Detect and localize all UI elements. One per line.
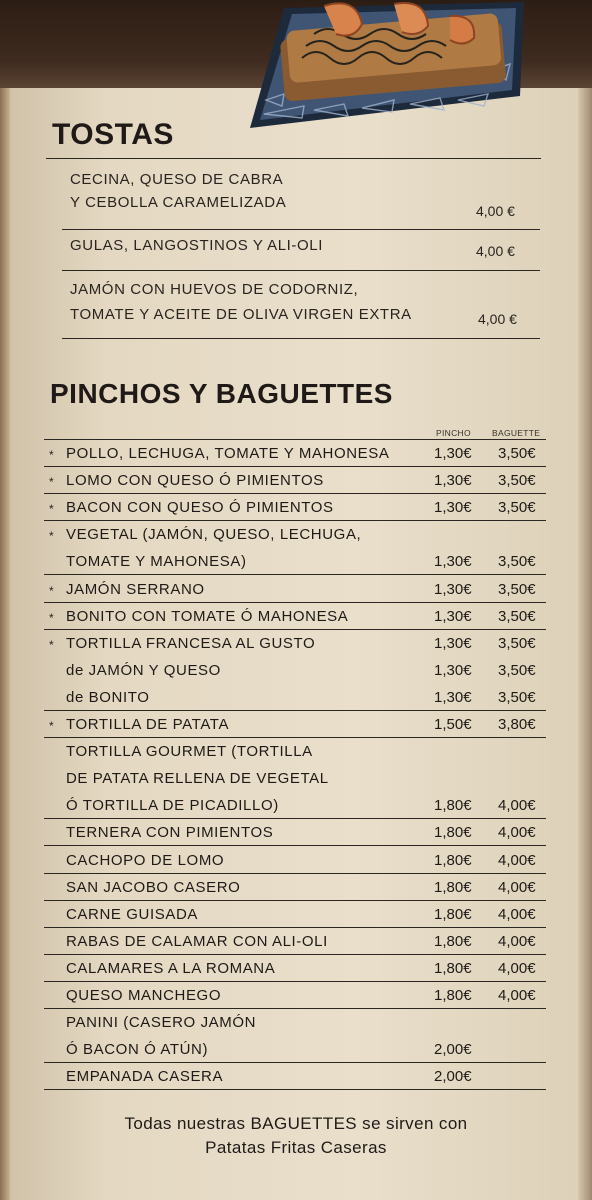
row-pincho-price: 1,30€ xyxy=(434,553,472,571)
menu-row xyxy=(0,1010,592,1036)
tostas-item-line: GULAS, LANGOSTINOS Y ALI-OLI xyxy=(70,237,323,254)
row-divider xyxy=(44,818,546,819)
menu-row xyxy=(0,468,592,494)
row-divider xyxy=(44,1089,546,1090)
row-baguette-price: 4,00€ xyxy=(498,932,536,950)
row-item-name: TOMATE Y MAHONESA) xyxy=(66,553,247,571)
row-baguette-price: 4,00€ xyxy=(498,959,536,977)
tostas-title-rule xyxy=(46,158,541,159)
menu-row xyxy=(0,739,592,765)
row-item-name: Ó BACON Ó ATÚN) xyxy=(66,1041,209,1059)
row-baguette-price: 3,50€ xyxy=(498,661,536,679)
row-divider xyxy=(44,900,546,901)
row-star-marker: * xyxy=(49,719,54,733)
row-divider xyxy=(44,927,546,928)
row-item-name: CARNE GUISADA xyxy=(66,905,198,923)
row-divider xyxy=(44,737,546,738)
row-pincho-price: 1,30€ xyxy=(434,445,472,462)
menu-row xyxy=(0,820,592,846)
row-item-name: de BONITO xyxy=(66,688,150,706)
row-pincho-price: 1,80€ xyxy=(434,959,472,977)
row-item-name: BACON CON QUESO Ó PIMIENTOS xyxy=(66,499,334,517)
menu-row xyxy=(0,956,592,982)
footer-line: Patatas Fritas Caseras xyxy=(205,1138,387,1157)
row-star-marker: * xyxy=(49,448,54,462)
menu-row xyxy=(0,1064,592,1090)
row-pincho-price: 1,80€ xyxy=(434,987,472,1004)
menu-row xyxy=(0,983,592,1009)
menu-row xyxy=(0,875,592,901)
row-pincho-price: 2,00€ xyxy=(434,1041,472,1059)
row-baguette-price: 4,00€ xyxy=(498,987,536,1004)
row-pincho-price: 1,80€ xyxy=(434,932,472,950)
row-divider xyxy=(44,981,546,982)
row-divider xyxy=(44,954,546,955)
row-divider xyxy=(44,845,546,846)
menu-row xyxy=(0,658,592,684)
tostas-item-price: 4,00 € xyxy=(478,311,517,327)
tostas-item-price: 4,00 € xyxy=(476,243,515,259)
tostas-item-rule xyxy=(62,229,540,230)
tostas-item-rule xyxy=(62,338,540,339)
pinchos-title: PINCHOS Y BAGUETTES xyxy=(50,378,393,409)
row-baguette-price: 3,50€ xyxy=(498,688,536,706)
tostas-item-price: 4,00 € xyxy=(476,203,515,219)
row-pincho-price: 1,30€ xyxy=(434,580,472,598)
row-item-name: BONITO CON TOMATE Ó MAHONESA xyxy=(66,607,349,625)
row-star-marker: * xyxy=(49,475,54,490)
row-pincho-price: 1,30€ xyxy=(434,634,472,652)
row-star-marker: * xyxy=(49,583,54,598)
row-item-name: QUESO MANCHEGO xyxy=(66,987,222,1004)
row-item-name: EMPANADA CASERA xyxy=(66,1068,224,1086)
row-star-marker: * xyxy=(49,502,54,517)
row-pincho-price: 1,80€ xyxy=(434,797,472,815)
menu-row xyxy=(0,848,592,874)
row-baguette-price: 3,80€ xyxy=(498,716,536,733)
menu-row xyxy=(0,902,592,928)
row-pincho-price: 1,30€ xyxy=(434,688,472,706)
menu-row xyxy=(0,441,592,467)
toast-dish-photo xyxy=(244,0,544,130)
row-item-name: RABAS DE CALAMAR CON ALI-OLI xyxy=(66,932,328,950)
row-divider xyxy=(44,1008,546,1009)
row-item-name: JAMÓN SERRANO xyxy=(66,580,205,598)
row-item-name: TORTILLA GOURMET (TORTILLA xyxy=(66,743,313,761)
row-divider xyxy=(44,873,546,874)
footer-line: Todas nuestras BAGUETTES se sirven con xyxy=(124,1114,468,1133)
row-baguette-price: 3,50€ xyxy=(498,580,536,598)
tostas-item-line: Y CEBOLLA CARAMELIZADA xyxy=(70,194,287,211)
row-divider xyxy=(44,602,546,603)
tostas-title: TOSTAS xyxy=(52,118,174,151)
menu-row xyxy=(0,685,592,711)
tostas-item-line: CECINA, QUESO DE CABRA xyxy=(70,171,284,188)
menu-row xyxy=(0,549,592,575)
row-baguette-price: 4,00€ xyxy=(498,878,536,896)
row-pincho-price: 1,50€ xyxy=(434,716,472,733)
row-baguette-price: 4,00€ xyxy=(498,824,536,842)
row-item-name: TERNERA CON PIMIENTOS xyxy=(66,824,274,842)
menu-row xyxy=(0,766,592,792)
row-item-name: LOMO CON QUESO Ó PIMIENTOS xyxy=(66,472,324,490)
row-item-name: de JAMÓN Y QUESO xyxy=(66,661,221,679)
row-pincho-price: 1,80€ xyxy=(434,878,472,896)
row-divider xyxy=(44,1062,546,1063)
row-pincho-price: 1,30€ xyxy=(434,661,472,679)
tostas-item-rule xyxy=(62,270,540,271)
row-divider xyxy=(44,574,546,575)
row-baguette-price: 4,00€ xyxy=(498,797,536,815)
row-item-name: TORTILLA FRANCESA AL GUSTO xyxy=(66,634,316,652)
tostas-item-line: JAMÓN CON HUEVOS DE CODORNIZ, xyxy=(70,281,359,298)
row-star-marker: * xyxy=(49,529,54,544)
row-baguette-price: 3,50€ xyxy=(498,607,536,625)
menu-row xyxy=(0,522,592,548)
row-baguette-price: 4,00€ xyxy=(498,851,536,869)
row-item-name: TORTILLA DE PATATA xyxy=(66,716,230,733)
row-divider xyxy=(44,629,546,630)
row-baguette-price: 3,50€ xyxy=(498,445,536,462)
row-baguette-price: 3,50€ xyxy=(498,499,536,517)
menu-row xyxy=(0,1037,592,1063)
row-item-name: SAN JACOBO CASERO xyxy=(66,878,241,896)
row-baguette-price: 3,50€ xyxy=(498,472,536,490)
pinchos-header-rule xyxy=(44,439,546,440)
row-pincho-price: 1,30€ xyxy=(434,472,472,490)
row-baguette-price: 4,00€ xyxy=(498,905,536,923)
row-divider xyxy=(44,466,546,467)
row-item-name: CACHOPO DE LOMO xyxy=(66,851,225,869)
row-item-name: VEGETAL (JAMÓN, QUESO, LECHUGA, xyxy=(66,526,362,544)
baguette-column-header: BAGUETTE xyxy=(492,428,541,438)
row-star-marker: * xyxy=(49,637,54,652)
row-item-name: POLLO, LECHUGA, TOMATE Y MAHONESA xyxy=(66,445,390,462)
menu-row xyxy=(0,577,592,603)
row-item-name: Ó TORTILLA DE PICADILLO) xyxy=(66,797,279,815)
footer-note xyxy=(0,1112,592,1160)
row-item-name: CALAMARES A LA ROMANA xyxy=(66,959,276,977)
row-item-name: DE PATATA RELLENA DE VEGETAL xyxy=(66,770,329,788)
menu-row xyxy=(0,495,592,521)
row-pincho-price: 2,00€ xyxy=(434,1068,472,1086)
row-pincho-price: 1,80€ xyxy=(434,851,472,869)
pincho-column-header: PINCHO xyxy=(436,428,471,438)
menu-row xyxy=(0,929,592,955)
row-divider xyxy=(44,493,546,494)
menu-row xyxy=(0,604,592,630)
menu-row xyxy=(0,793,592,819)
row-item-name: PANINI (CASERO JAMÓN xyxy=(66,1014,257,1032)
row-pincho-price: 1,30€ xyxy=(434,607,472,625)
row-baguette-price: 3,50€ xyxy=(498,553,536,571)
menu-row xyxy=(0,631,592,657)
row-pincho-price: 1,30€ xyxy=(434,499,472,517)
row-baguette-price: 3,50€ xyxy=(498,634,536,652)
row-divider xyxy=(44,520,546,521)
menu-row xyxy=(0,712,592,738)
row-star-marker: * xyxy=(49,610,54,625)
tostas-item-line: TOMATE Y ACEITE DE OLIVA VIRGEN EXTRA xyxy=(70,306,412,323)
row-pincho-price: 1,80€ xyxy=(434,824,472,842)
row-divider xyxy=(44,710,546,711)
row-pincho-price: 1,80€ xyxy=(434,905,472,923)
